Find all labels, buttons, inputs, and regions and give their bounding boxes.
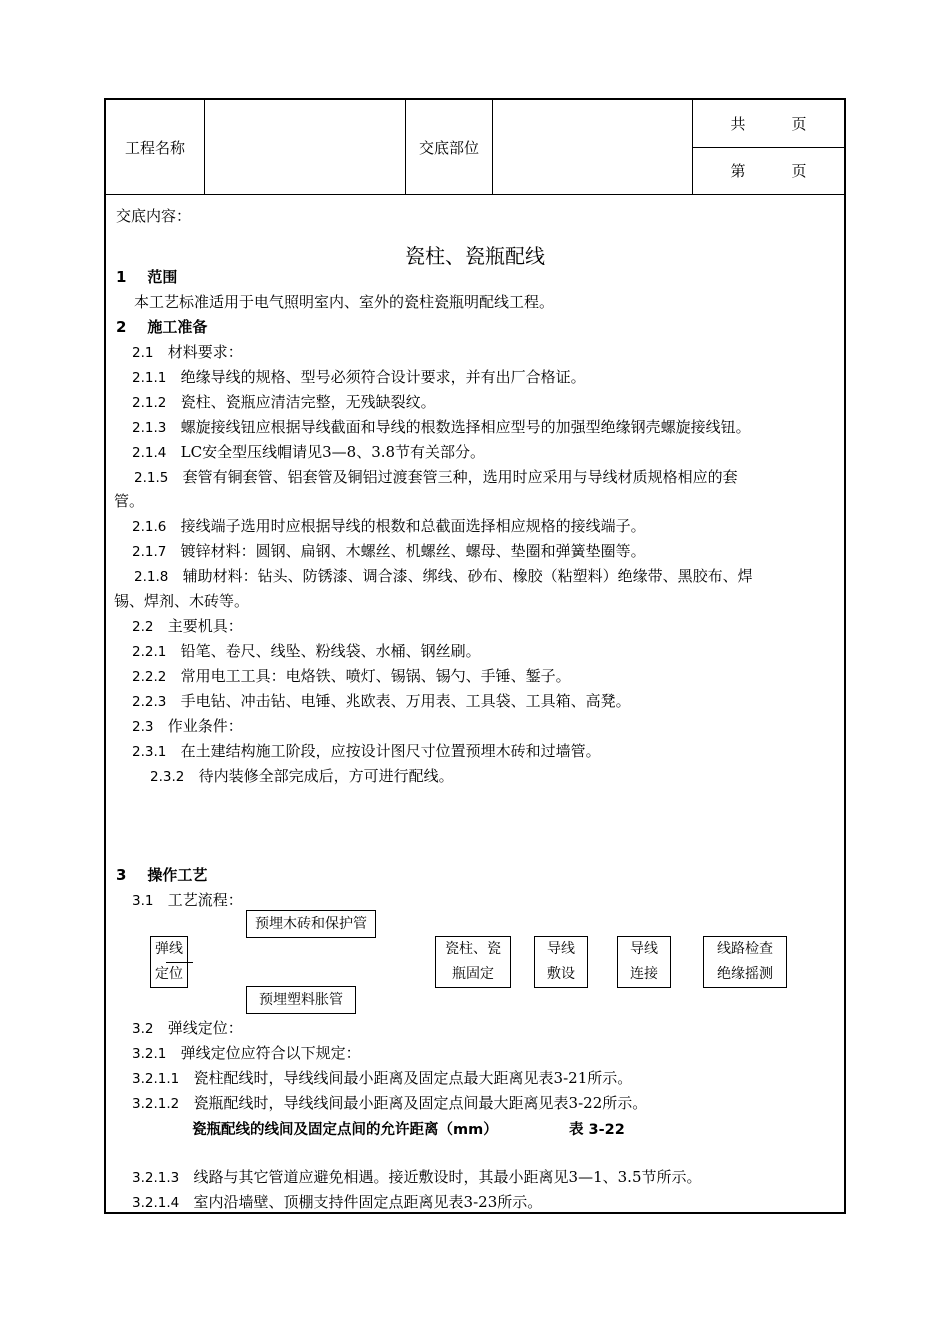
total-pages-unit: 页 <box>791 115 807 133</box>
location-label: 交底部位 <box>406 100 493 194</box>
flow-box-wire-laying: 导线 敷设 <box>534 936 588 988</box>
paragraph: 本工艺标准适用于电气照明室内、室外的瓷柱瓷瓶明配线工程。 <box>134 293 555 311</box>
flow-box-line-marking: 弹线 定位 <box>150 936 188 988</box>
item-2-1-8-cont: 锡、焊剂、木砖等。 <box>114 592 250 610</box>
flow-box-embed-plastic-anchor: 预埋塑料胀管 <box>246 986 356 1014</box>
location-value <box>493 100 693 194</box>
item-3-2-1: 3.2.1 弹线定位应符合以下规定： <box>132 1044 361 1062</box>
section-3: 3 操作工艺 <box>116 866 208 884</box>
total-pages-cell <box>693 100 844 148</box>
item-3-2-1-1: 3.2.1.1 瓷柱配线时，导线线间最小距离及固定点最大距离见表3-21所示。 <box>132 1069 633 1087</box>
item-2-1-8: 2.1.8 辅助材料：钻头、防锈漆、调合漆、绑线、砂布、橡胶（粘塑料）绝缘带、黑胶布、焊 <box>134 567 753 585</box>
item-3-2-1-2: 3.2.1.2 瓷瓶配线时，导线线间最小距离及固定点间最大距离见表3-22所示。 <box>132 1094 648 1112</box>
item-2-2-3: 2.2.3 手电钻、冲击钻、电锤、兆欧表、万用表、工具袋、工具箱、高凳。 <box>132 692 631 710</box>
item-3-2: 3.2 弹线定位： <box>132 1019 243 1037</box>
item-2-1-7: 2.1.7 镀锌材料：圆钢、扁钢、木螺丝、机螺丝、螺母、垫圈和弹簧垫圈等。 <box>132 542 646 560</box>
page-number-cell <box>693 147 844 194</box>
flow-box-line-inspection: 线路检查 绝缘摇测 <box>703 936 787 988</box>
item-2-1-6: 2.1.6 接线端子选用时应根据导线的根数和总截面选择相应规格的接线端子。 <box>132 517 646 535</box>
flow-box-insulator-fixing: 瓷柱、瓷 瓶固定 <box>435 936 511 988</box>
header-table <box>106 100 844 195</box>
disclosure-sheet <box>104 98 846 1214</box>
item-2-1-1: 2.1.1 绝缘导线的规格、型号必须符合设计要求，并有出厂合格证。 <box>132 368 586 386</box>
table-caption-number: 表 3-22 <box>569 1122 625 1138</box>
flow-connector-stub <box>166 962 193 963</box>
page-number-label: 第 <box>730 162 746 180</box>
item-2-1-4: 2.1.4 LC安全型压线帽请见3—8、3.8节有关部分。 <box>132 443 486 461</box>
item-2-2: 2.2 主要机具： <box>132 617 243 635</box>
page-number-unit: 页 <box>791 162 807 180</box>
item-2-1: 2.1 材料要求： <box>132 343 243 361</box>
item-3-2-1-4: 3.2.1.4 室内沿墙壁、顶棚支持件固定点距离见表3-23所示。 <box>132 1193 543 1211</box>
item-2-1-3: 2.1.3 螺旋接线钮应根据导线截面和导线的根数选择相应型号的加强型绝缘钢壳螺旋接线钮。 <box>132 418 751 436</box>
item-3-1: 3.1 工艺流程： <box>132 891 243 909</box>
document-title: 瓷柱、瓷瓶配线 <box>405 244 545 268</box>
item-3-2-1-3: 3.2.1.3 线路与其它管道应避免相遇。接近敷设时，其最小距离见3—1、3.5节所示。 <box>132 1168 702 1186</box>
section-1: 1 范围 <box>116 268 178 286</box>
project-name-value <box>205 100 406 194</box>
item-2-2-1: 2.2.1 铅笔、卷尺、线坠、粉线袋、水桶、钢丝刷。 <box>132 642 481 660</box>
item-2-1-5: 2.1.5 套管有铜套管、铝套管及铜铝过渡套管三种，选用时应采用与导线材质规格相应的套 <box>134 468 738 486</box>
project-name-label: 工程名称 <box>106 100 205 194</box>
table-caption-title: 瓷瓶配线的线间及固定点间的允许距离（mm） <box>192 1122 498 1138</box>
intro-label: 交底内容： <box>116 207 192 225</box>
flow-box-wire-connection: 导线 连接 <box>617 936 671 988</box>
item-2-3-2: 2.3.2 待内装修全部完成后，方可进行配线。 <box>150 767 454 785</box>
item-2-2-2: 2.2.2 常用电工工具：电烙铁、喷灯、锡锅、锡勺、手锤、錾子。 <box>132 667 571 685</box>
item-2-3-1: 2.3.1 在土建结构施工阶段，应按设计图尺寸位置预埋木砖和过墙管。 <box>132 742 601 760</box>
flow-box-embed-wood-brick: 预埋木砖和保护管 <box>246 910 376 938</box>
item-2-1-5-cont: 管。 <box>114 492 145 510</box>
item-2-3: 2.3 作业条件： <box>132 717 243 735</box>
section-2: 2 施工准备 <box>116 318 208 336</box>
item-2-1-2: 2.1.2 瓷柱、瓷瓶应清洁完整，无残缺裂纹。 <box>132 393 436 411</box>
total-pages-label: 共 <box>730 115 746 133</box>
